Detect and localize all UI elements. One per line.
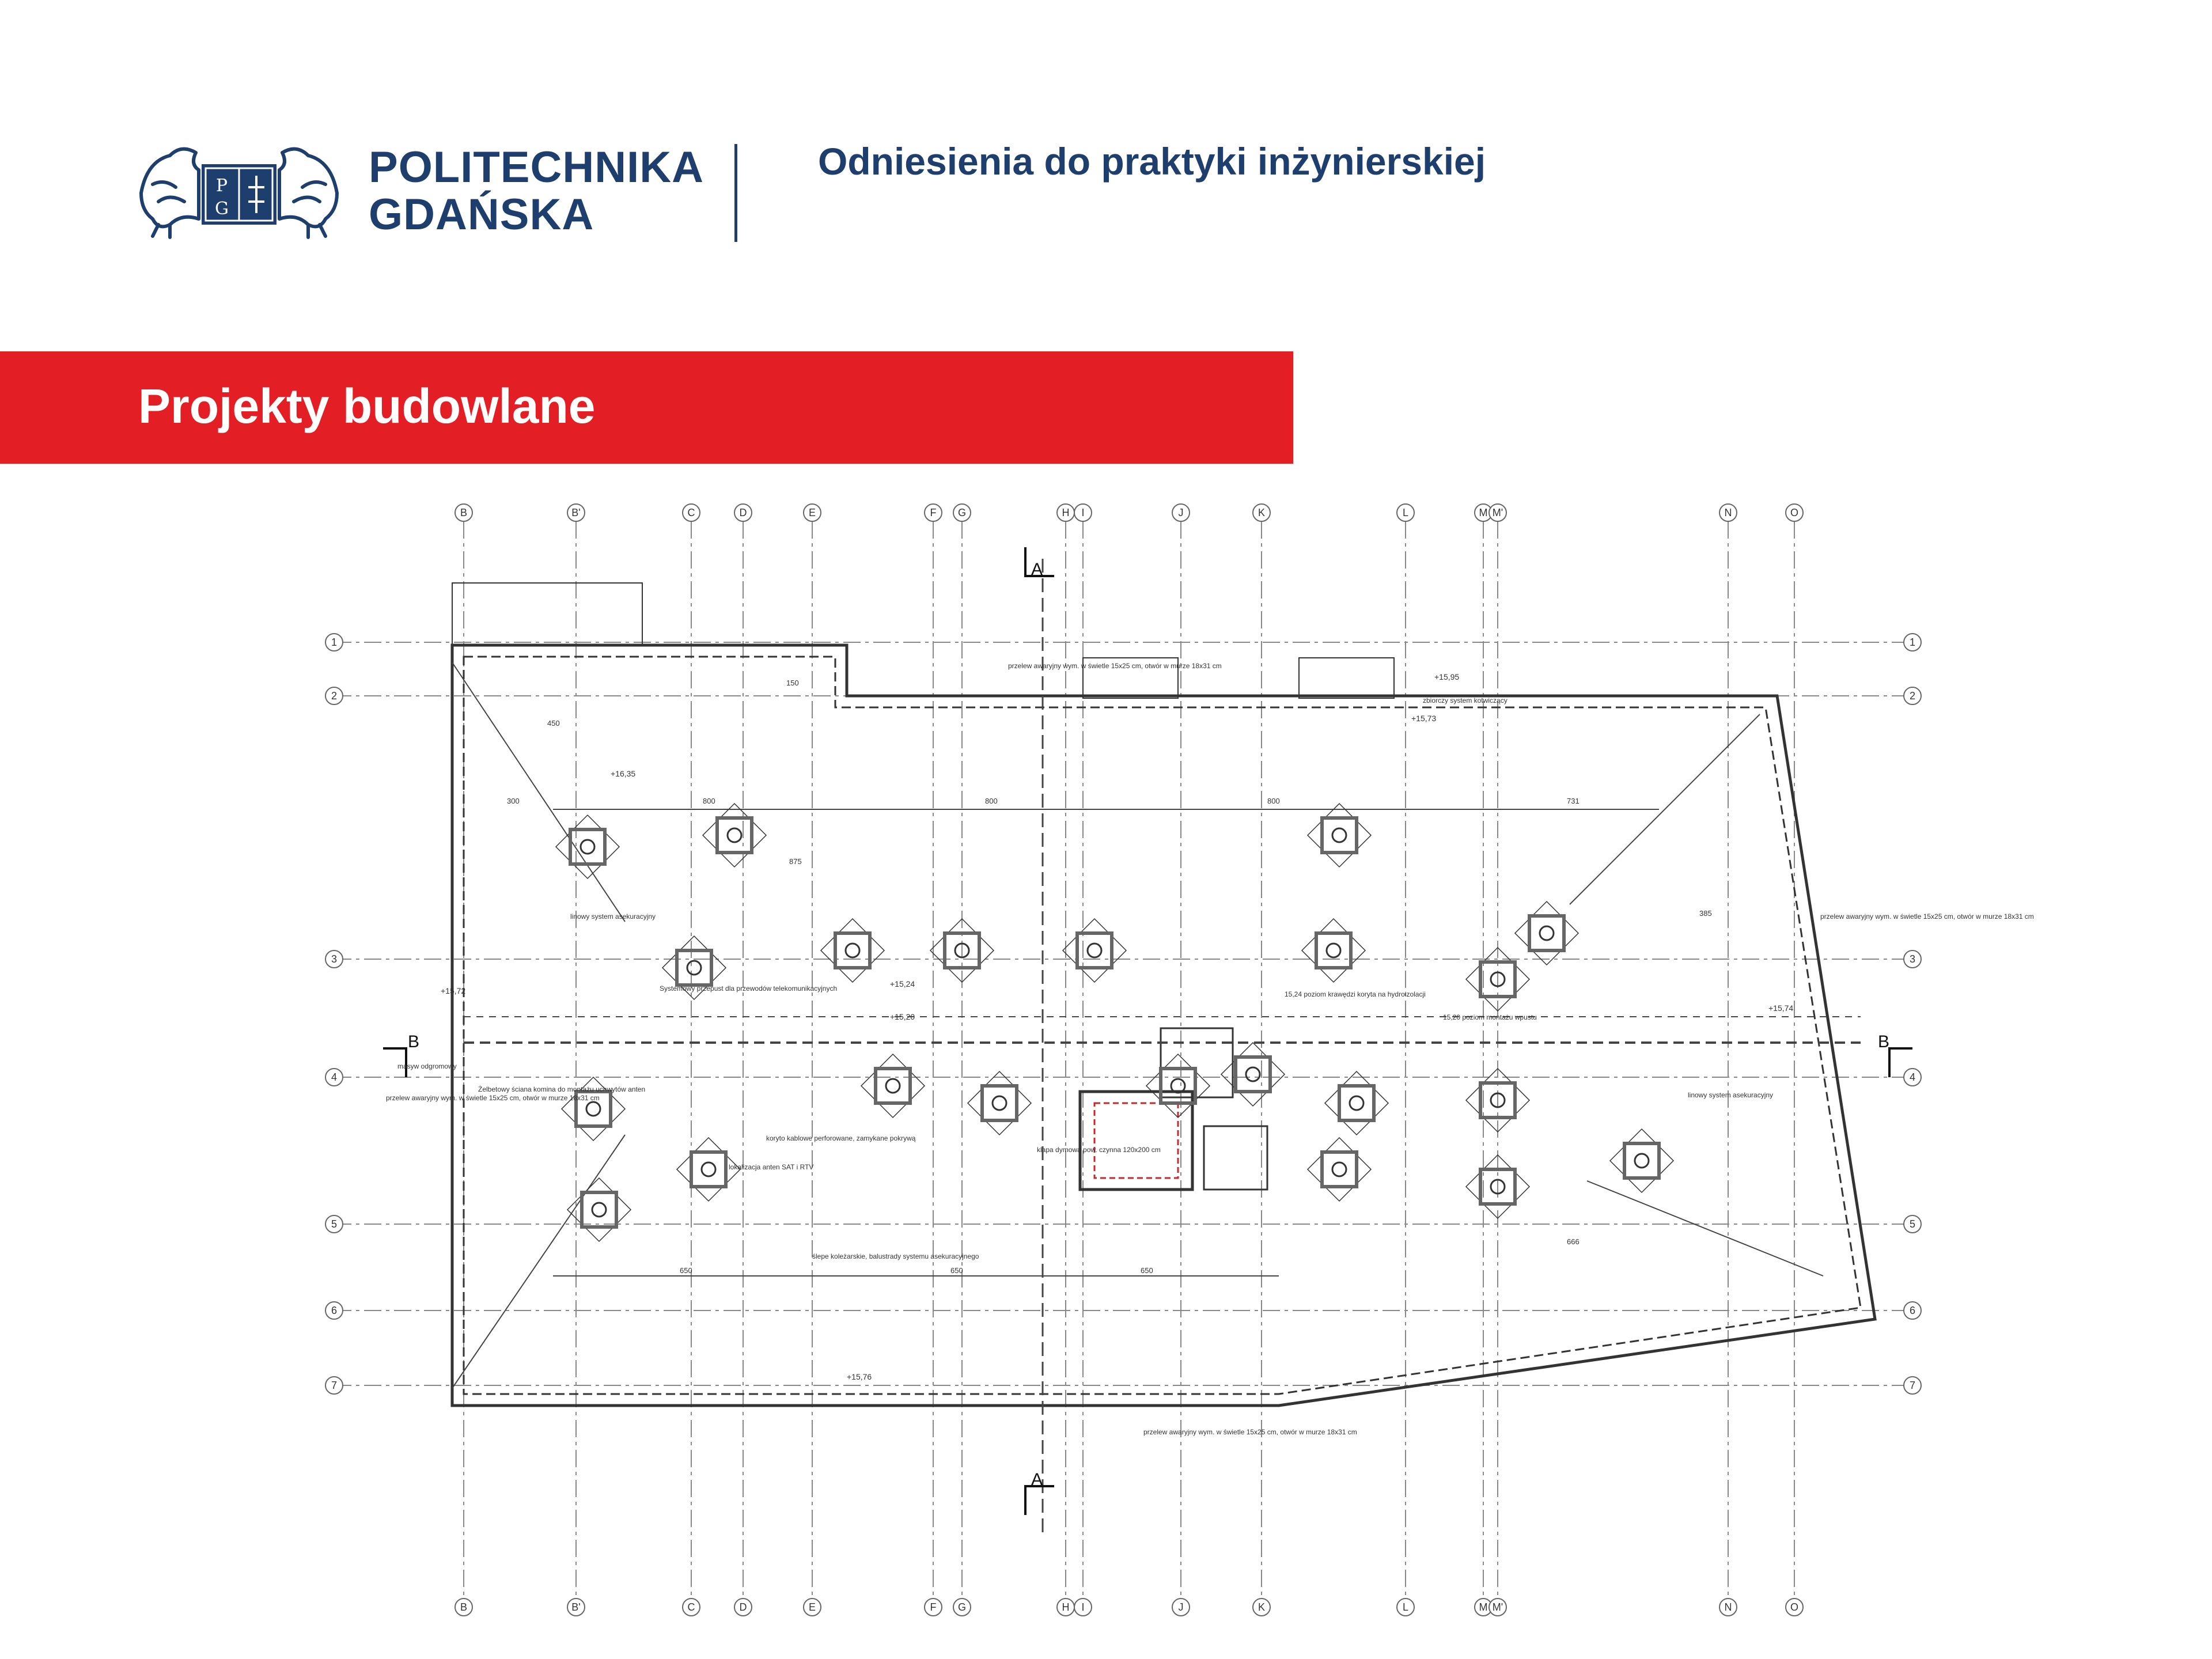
university-name-line2: GDAŃSKA	[369, 190, 594, 239]
roof-drain	[687, 961, 701, 975]
drain-box	[835, 933, 870, 968]
elevation-label: +15,72	[441, 986, 466, 995]
section-mark-a-bottom: A	[1031, 1470, 1043, 1489]
roof-drain	[728, 828, 741, 842]
row-axis-label: 4	[1909, 1071, 1916, 1083]
slope-diamond	[1515, 902, 1578, 965]
dimension-label: 731	[1567, 797, 1580, 805]
column-axis-label: I	[1081, 1601, 1085, 1613]
column-axis-label: J	[1178, 507, 1184, 518]
elevation-label: +15,20	[890, 1012, 915, 1021]
row-axis-label: 6	[1909, 1305, 1916, 1316]
column-axis-label: C	[687, 1601, 695, 1613]
roof-drain	[702, 1162, 715, 1176]
column-axis-label: O	[1790, 507, 1799, 518]
drain-box	[1322, 818, 1357, 853]
note-safety-line: linowy system asekuracyjny	[570, 912, 656, 921]
elevation-label: +15,76	[847, 1372, 872, 1381]
dimension-label: 800	[703, 797, 715, 805]
elevation-label: +15,95	[1434, 672, 1460, 681]
page-title: Projekty budowlane	[138, 379, 596, 433]
roof-drain	[1350, 1096, 1363, 1110]
drain-box	[691, 1152, 726, 1187]
column-axis-label: B	[460, 507, 468, 518]
roof-drain	[1332, 828, 1346, 842]
row-axis-label: 1	[331, 637, 338, 648]
pg-logo	[135, 138, 343, 242]
column-axis-label: M'	[1492, 1601, 1503, 1613]
section-mark-a-top: A	[1031, 560, 1043, 579]
slope-diamond	[968, 1071, 1031, 1135]
column-axis-label: I	[1081, 507, 1085, 518]
note-smoke-hatch: klapa dymowa pow. czynna 120x200 cm	[1037, 1146, 1161, 1154]
dimension-label: 650	[680, 1266, 692, 1275]
drain-box	[582, 1192, 616, 1227]
section-mark-b-right: B	[1878, 1032, 1890, 1051]
drain-box	[677, 950, 711, 985]
column-axis-label: H	[1062, 507, 1070, 518]
column-axis-label: K	[1257, 507, 1266, 518]
column-axis-label: D	[739, 1601, 747, 1613]
axis-grid	[334, 521, 1912, 1599]
row-axis-label: 5	[1909, 1218, 1916, 1230]
drain-box	[1529, 916, 1564, 950]
dimension-label: 450	[547, 719, 560, 728]
slope-diamond	[1308, 804, 1371, 867]
slope-diamond	[703, 804, 766, 867]
drain-box	[1316, 933, 1351, 968]
note-lightning-mast: masyw odgromowy	[397, 1062, 457, 1070]
elevation-label: +15,74	[1768, 1003, 1794, 1013]
dimension-label: 875	[789, 857, 802, 866]
building-outline	[452, 583, 1875, 1406]
column-axis-label: L	[1402, 1601, 1409, 1613]
note-antenna-location: lokalizacja anten SAT i RTV	[729, 1163, 814, 1171]
roof-drain	[886, 1079, 900, 1093]
column-axis-label: K	[1257, 1601, 1266, 1613]
roof-drain	[993, 1096, 1006, 1110]
row-axis-label: 6	[331, 1305, 338, 1316]
dimension-label: 650	[950, 1266, 963, 1275]
note-cable-passage: Systemowy przepust dla przewodów telekomunikacyjnych	[660, 984, 838, 993]
drain-box	[1339, 1086, 1374, 1120]
roof-drain	[846, 944, 859, 957]
slope-diamond	[861, 1054, 925, 1118]
drain-box	[1236, 1057, 1270, 1092]
note-gutter-level: 15,24 poziom krawędzi koryta na hydroizolacji	[1285, 990, 1426, 998]
elevation-label: +15,24	[890, 979, 915, 988]
drain-box	[717, 818, 752, 853]
slope-diamond	[821, 919, 884, 982]
column-axis-label: E	[808, 507, 816, 518]
slope-diamond	[1308, 1138, 1371, 1201]
column-axis-label: N	[1724, 507, 1732, 518]
row-axis-label: 7	[1909, 1380, 1916, 1391]
column-axis-label: O	[1790, 1601, 1799, 1613]
elevation-label: +16,35	[611, 769, 636, 778]
row-axis-label: 7	[331, 1380, 338, 1391]
roof-drain	[1246, 1067, 1260, 1081]
row-axis-label: 2	[331, 690, 338, 702]
column-axis-label: G	[957, 507, 967, 518]
row-axis-label: 4	[331, 1071, 338, 1083]
column-axis-label: J	[1178, 1601, 1184, 1613]
column-axis-label: H	[1062, 1601, 1070, 1613]
note-overflow: przelew awaryjny wym. w świetle 15x25 cm, otwór w murze 18x31 cm	[1820, 912, 2034, 921]
note-anchor: zbiorczy system kotwiczący	[1423, 696, 1508, 704]
drain-box	[1322, 1152, 1357, 1187]
note-chimney: Żelbetowy ściana komina do montażu uchwytów anten	[478, 1085, 646, 1093]
column-axis-label: B'	[571, 1601, 581, 1613]
dimension-label: 385	[1699, 909, 1712, 918]
header-separator	[734, 144, 737, 242]
elevation-label: +15,73	[1411, 714, 1437, 723]
column-axis-label: E	[808, 1601, 816, 1613]
note-overflow: przelew awaryjny wym. w świetle 15x25 cm, otwór w murze 18x31 cm	[386, 1094, 600, 1102]
dimension-label: 300	[507, 797, 520, 805]
drain-box	[982, 1086, 1017, 1120]
column-axis-label: D	[739, 507, 747, 518]
roof-drain	[1088, 944, 1101, 957]
column-axis-label: C	[687, 507, 695, 518]
roof-drain	[1540, 926, 1554, 940]
column-axis-label: N	[1724, 1601, 1732, 1613]
slope-diamond	[1610, 1129, 1673, 1192]
note-cable-tray: koryto kablowe perforowane, zamykane pokrywą	[766, 1134, 916, 1142]
roof-drain	[586, 1102, 600, 1116]
section-marks	[383, 547, 1912, 1515]
roof-drain	[1327, 944, 1340, 957]
row-axis-label: 2	[1909, 690, 1916, 702]
logo-letter-p: P	[215, 176, 228, 196]
column-axis-label: B'	[571, 507, 581, 518]
column-axis-label: F	[930, 507, 937, 518]
university-name-line1: POLITECHNIKA	[369, 143, 704, 192]
dimension-label: 150	[786, 679, 799, 687]
slope-diamond	[567, 1178, 631, 1241]
row-axis-label: 5	[331, 1218, 338, 1230]
note-anchor-railing: ślepe koleżarskie, balustrady systemu asekuracyjnego	[812, 1252, 979, 1260]
dimension-label: 800	[1267, 797, 1280, 805]
drain-box	[876, 1069, 910, 1103]
column-axis-label: G	[957, 1601, 967, 1613]
slope-diamond	[1063, 919, 1126, 982]
drain-box	[1624, 1143, 1659, 1178]
column-axis-label: M'	[1492, 507, 1503, 518]
section-mark-b-left: B	[408, 1032, 420, 1051]
elevation-labels	[441, 672, 1793, 1381]
dimension-label: 800	[985, 797, 998, 805]
note-overflow: przelew awaryjny wym. w świetle 15x25 cm, otwór w murze 18x31 cm	[1143, 1428, 1357, 1436]
roof-drain	[1332, 1162, 1346, 1176]
slope-diamond	[556, 815, 619, 878]
roof-drain	[1635, 1154, 1649, 1168]
roof-drain	[592, 1203, 606, 1217]
slope-diamond	[1325, 1071, 1388, 1135]
column-axis-label: F	[930, 1601, 937, 1613]
dimension-labels	[507, 679, 1712, 1275]
column-axis-label: M	[1479, 1601, 1488, 1613]
axis-labels	[325, 504, 1921, 1616]
column-axis-label: M	[1479, 507, 1488, 518]
row-axis-label: 3	[331, 953, 338, 965]
dimension-label: 666	[1567, 1237, 1580, 1246]
roof-fixtures	[556, 804, 1673, 1241]
page-subtitle: Odniesienia do praktyki inżynierskiej	[818, 140, 1486, 183]
logo-letter-g: G	[215, 199, 229, 219]
row-axis-label: 1	[1909, 637, 1916, 648]
dimension-label: 650	[1141, 1266, 1153, 1275]
roof-drain	[581, 840, 594, 854]
column-axis-label: B	[460, 1601, 468, 1613]
column-axis-label: L	[1402, 507, 1409, 518]
roof-slope-lines	[452, 559, 1861, 1532]
note-safety-line: linowy system asekuracyjny	[1688, 1091, 1774, 1099]
note-overflow: przelew awaryjny wym. w świetle 15x25 cm, otwór w murze 18x31 cm	[1008, 662, 1222, 670]
university-name	[369, 144, 704, 238]
row-axis-label: 3	[1909, 953, 1916, 965]
slope-diamond	[1302, 919, 1365, 982]
note-drain-level: 15,20 poziom montażu wpustu	[1443, 1013, 1537, 1021]
roof-plan-drawing	[311, 501, 2212, 1630]
